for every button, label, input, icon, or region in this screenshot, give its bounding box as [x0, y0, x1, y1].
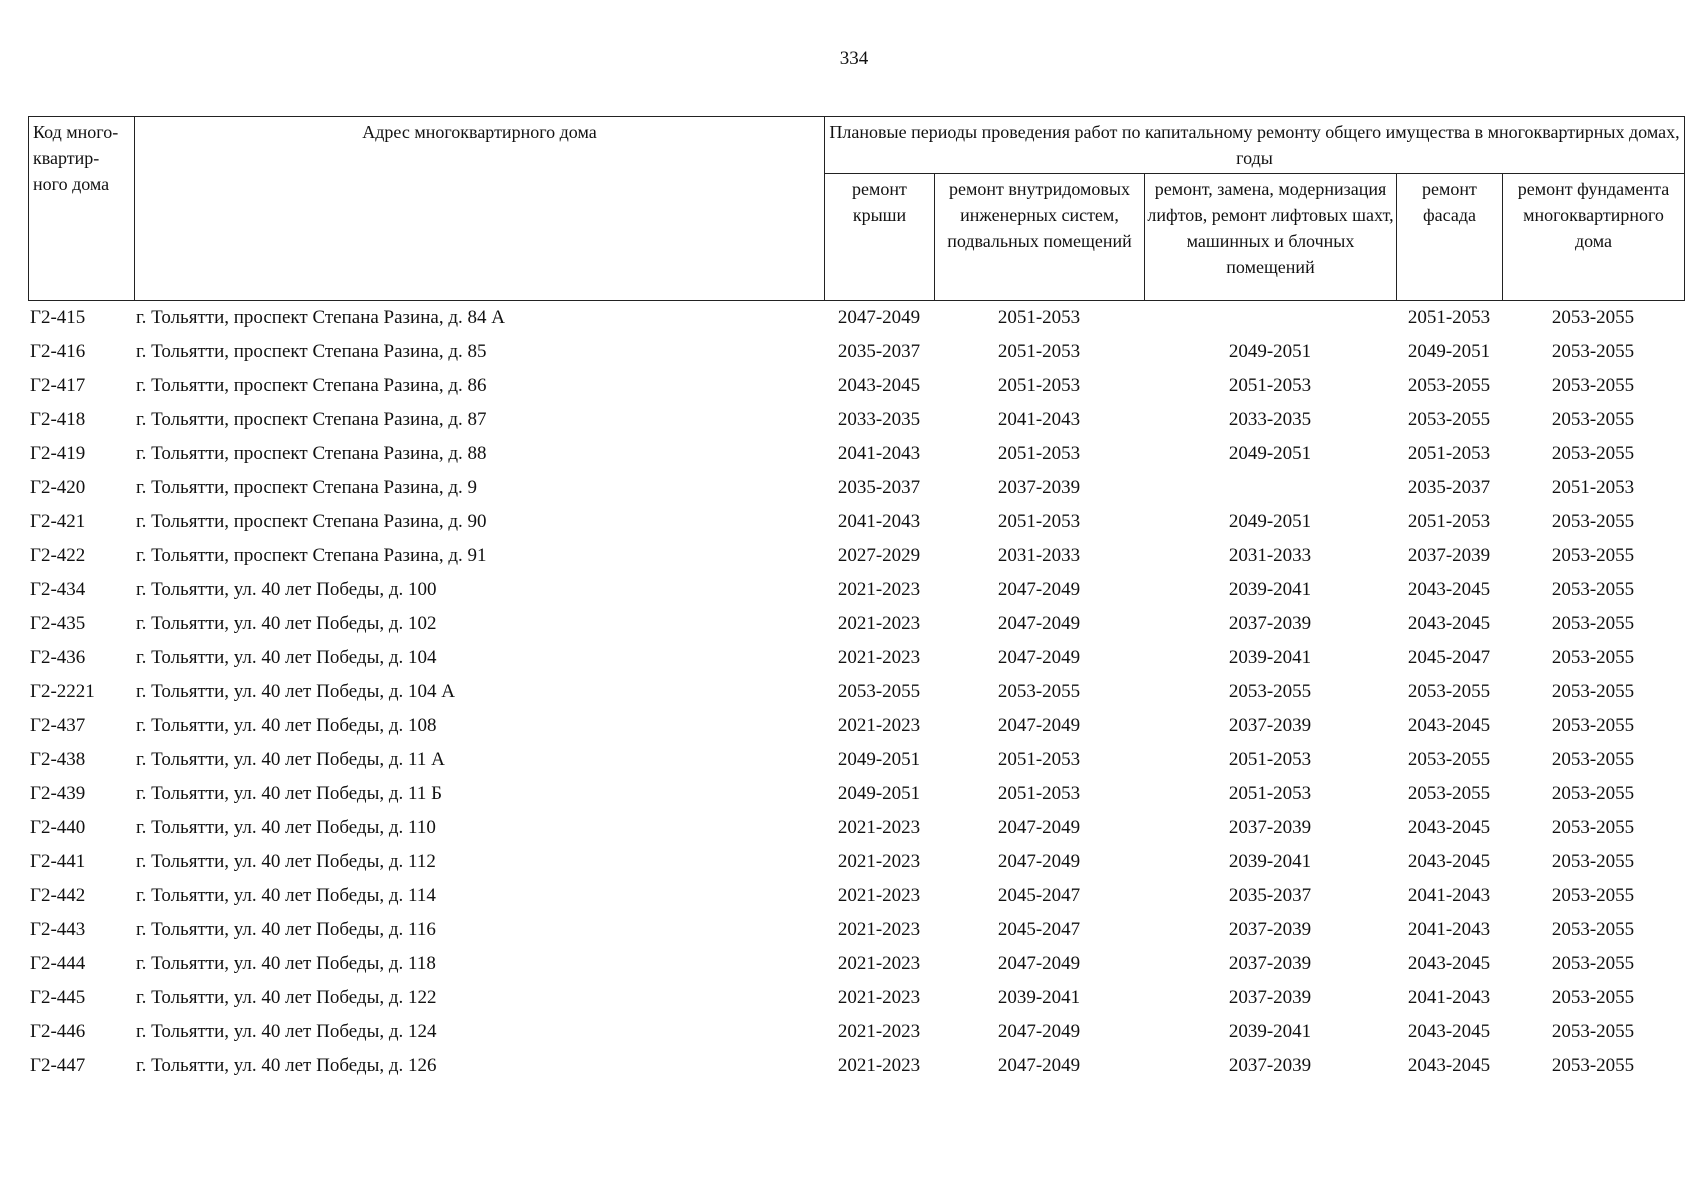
- cell-code: Г2-445: [30, 987, 86, 1008]
- table-row: [28, 709, 1684, 743]
- cell-roof: 2041-2043: [837, 443, 921, 464]
- cell-facade: 2043-2045: [1407, 851, 1491, 872]
- header-facade: ремонт фасада: [1397, 174, 1503, 301]
- cell-engineering: 2051-2053: [997, 443, 1081, 464]
- cell-engineering: 2051-2053: [997, 375, 1081, 396]
- cell-code: Г2-418: [30, 409, 86, 430]
- table-row: [28, 607, 1684, 641]
- cell-code: Г2-2221: [30, 681, 95, 702]
- table-row: [28, 913, 1684, 947]
- header-roof: ремонт крыши: [825, 174, 935, 301]
- cell-foundation: 2053-2055: [1551, 409, 1635, 430]
- cell-code: Г2-417: [30, 375, 86, 396]
- cell-foundation: 2053-2055: [1551, 681, 1635, 702]
- cell-elevators: [1144, 471, 1396, 505]
- table-row: [28, 675, 1684, 709]
- cell-address: г. Тольятти, ул. 40 лет Победы, д. 11 Б: [136, 783, 442, 804]
- cell-address: г. Тольятти, проспект Степана Разина, д. 86: [136, 375, 487, 396]
- cell-address: г. Тольятти, проспект Степана Разина, д. 91: [136, 545, 487, 566]
- cell-facade: 2045-2047: [1407, 647, 1491, 668]
- cell-code: Г2-437: [30, 715, 86, 736]
- cell-engineering: 2047-2049: [997, 851, 1081, 872]
- cell-engineering: 2051-2053: [997, 307, 1081, 328]
- cell-address: г. Тольятти, ул. 40 лет Победы, д. 108: [136, 715, 437, 736]
- cell-code: Г2-415: [30, 307, 86, 328]
- table-row: [28, 981, 1684, 1015]
- cell-foundation: 2051-2053: [1551, 477, 1635, 498]
- cell-address: г. Тольятти, ул. 40 лет Победы, д. 126: [136, 1055, 437, 1076]
- table-row: [28, 641, 1684, 675]
- cell-foundation: 2053-2055: [1551, 307, 1635, 328]
- cell-code: Г2-446: [30, 1021, 86, 1042]
- table-row: [28, 1049, 1684, 1083]
- cell-engineering: 2047-2049: [997, 613, 1081, 634]
- cell-elevators: 2053-2055: [1228, 681, 1312, 702]
- cell-facade: 2043-2045: [1407, 1021, 1491, 1042]
- cell-foundation: 2053-2055: [1551, 749, 1635, 770]
- cell-code: Г2-444: [30, 953, 86, 974]
- cell-code: Г2-419: [30, 443, 86, 464]
- cell-elevators: 2037-2039: [1228, 613, 1312, 634]
- cell-roof: 2053-2055: [837, 681, 921, 702]
- cell-address: г. Тольятти, ул. 40 лет Победы, д. 104: [136, 647, 437, 668]
- cell-address: г. Тольятти, проспект Степана Разина, д. 85: [136, 341, 487, 362]
- table-row: [28, 403, 1684, 437]
- cell-elevators: [1144, 301, 1396, 335]
- cell-facade: 2051-2053: [1407, 307, 1491, 328]
- cell-facade: 2043-2045: [1407, 715, 1491, 736]
- cell-engineering: 2045-2047: [997, 885, 1081, 906]
- cell-engineering: 2041-2043: [997, 409, 1081, 430]
- cell-foundation: 2053-2055: [1551, 953, 1635, 974]
- table-row: [28, 743, 1684, 777]
- cell-code: Г2-420: [30, 477, 86, 498]
- table-row: [28, 811, 1684, 845]
- cell-engineering: 2051-2053: [997, 749, 1081, 770]
- cell-facade: 2053-2055: [1407, 375, 1491, 396]
- cell-elevators: 2037-2039: [1228, 987, 1312, 1008]
- cell-address: г. Тольятти, проспект Степана Разина, д. 9: [136, 477, 477, 498]
- cell-foundation: 2053-2055: [1551, 817, 1635, 838]
- cell-code: Г2-439: [30, 783, 86, 804]
- table-row: [28, 777, 1684, 811]
- table-row: [28, 573, 1684, 607]
- cell-engineering: 2051-2053: [997, 783, 1081, 804]
- cell-roof: 2033-2035: [837, 409, 921, 430]
- cell-address: г. Тольятти, проспект Степана Разина, д. 84 А: [136, 307, 505, 328]
- cell-foundation: 2053-2055: [1551, 715, 1635, 736]
- cell-code: Г2-416: [30, 341, 86, 362]
- cell-roof: 2021-2023: [837, 885, 921, 906]
- cell-roof: 2021-2023: [837, 851, 921, 872]
- cell-roof: 2021-2023: [837, 613, 921, 634]
- cell-foundation: 2053-2055: [1551, 443, 1635, 464]
- cell-address: г. Тольятти, ул. 40 лет Победы, д. 124: [136, 1021, 437, 1042]
- cell-foundation: 2053-2055: [1551, 885, 1635, 906]
- cell-engineering: 2031-2033: [997, 545, 1081, 566]
- cell-elevators: 2039-2041: [1228, 647, 1312, 668]
- cell-foundation: 2053-2055: [1551, 919, 1635, 940]
- cell-address: г. Тольятти, ул. 40 лет Победы, д. 100: [136, 579, 437, 600]
- cell-elevators: 2049-2051: [1228, 341, 1312, 362]
- cell-address: г. Тольятти, ул. 40 лет Победы, д. 104 А: [136, 681, 455, 702]
- cell-roof: 2035-2037: [837, 341, 921, 362]
- cell-foundation: 2053-2055: [1551, 579, 1635, 600]
- cell-engineering: 2047-2049: [997, 715, 1081, 736]
- table-row: [28, 845, 1684, 879]
- cell-address: г. Тольятти, ул. 40 лет Победы, д. 110: [136, 817, 436, 838]
- cell-address: г. Тольятти, ул. 40 лет Победы, д. 122: [136, 987, 437, 1008]
- cell-address: г. Тольятти, проспект Степана Разина, д. 87: [136, 409, 487, 430]
- cell-elevators: 2035-2037: [1228, 885, 1312, 906]
- cell-foundation: 2053-2055: [1551, 511, 1635, 532]
- table-row: [28, 947, 1684, 981]
- cell-facade: 2043-2045: [1407, 817, 1491, 838]
- cell-address: г. Тольятти, ул. 40 лет Победы, д. 116: [136, 919, 436, 940]
- cell-address: г. Тольятти, ул. 40 лет Победы, д. 118: [136, 953, 436, 974]
- header-address: Адрес многоквартирного дома: [135, 117, 825, 301]
- cell-elevators: 2037-2039: [1228, 715, 1312, 736]
- header-code: Код много-квартир-ного дома: [29, 117, 135, 301]
- header-periods: Плановые периоды проведения работ по капитальному ремонту общего имущества в многоквартирных домах, годы: [825, 117, 1685, 174]
- cell-address: г. Тольятти, ул. 40 лет Победы, д. 11 А: [136, 749, 445, 770]
- cell-facade: 2053-2055: [1407, 749, 1491, 770]
- cell-code: Г2-443: [30, 919, 86, 940]
- cell-roof: 2035-2037: [837, 477, 921, 498]
- cell-elevators: 2049-2051: [1228, 443, 1312, 464]
- cell-roof: 2047-2049: [837, 307, 921, 328]
- cell-facade: 2043-2045: [1407, 613, 1491, 634]
- cell-foundation: 2053-2055: [1551, 987, 1635, 1008]
- cell-code: Г2-421: [30, 511, 86, 532]
- cell-code: Г2-435: [30, 613, 86, 634]
- cell-elevators: 2037-2039: [1228, 919, 1312, 940]
- cell-foundation: 2053-2055: [1551, 375, 1635, 396]
- table-row: [28, 471, 1684, 505]
- cell-foundation: 2053-2055: [1551, 1021, 1635, 1042]
- table-row: [28, 301, 1684, 335]
- header-elevators: ремонт, замена, модернизация лифтов, ремонт лифтовых шахт, машинных и блочных помещений: [1145, 174, 1397, 301]
- cell-elevators: 2051-2053: [1228, 749, 1312, 770]
- header-engineering: ремонт внутридомовых инженерных систем, подвальных помещений: [935, 174, 1145, 301]
- cell-roof: 2021-2023: [837, 1021, 921, 1042]
- cell-engineering: 2039-2041: [997, 987, 1081, 1008]
- table-body: [28, 301, 1684, 1083]
- cell-facade: 2041-2043: [1407, 987, 1491, 1008]
- cell-roof: 2049-2051: [837, 749, 921, 770]
- cell-facade: 2051-2053: [1407, 511, 1491, 532]
- cell-roof: 2021-2023: [837, 579, 921, 600]
- cell-facade: 2035-2037: [1407, 477, 1491, 498]
- cell-engineering: 2045-2047: [997, 919, 1081, 940]
- cell-code: Г2-422: [30, 545, 86, 566]
- cell-elevators: 2037-2039: [1228, 953, 1312, 974]
- cell-code: Г2-436: [30, 647, 86, 668]
- cell-engineering: 2047-2049: [997, 953, 1081, 974]
- cell-facade: 2041-2043: [1407, 885, 1491, 906]
- cell-address: г. Тольятти, проспект Степана Разина, д. 88: [136, 443, 487, 464]
- cell-code: Г2-441: [30, 851, 86, 872]
- cell-foundation: 2053-2055: [1551, 1055, 1635, 1076]
- cell-code: Г2-447: [30, 1055, 86, 1076]
- cell-elevators: 2039-2041: [1228, 1021, 1312, 1042]
- cell-foundation: 2053-2055: [1551, 341, 1635, 362]
- cell-facade: 2043-2045: [1407, 1055, 1491, 1076]
- cell-facade: 2043-2045: [1407, 579, 1491, 600]
- cell-engineering: 2047-2049: [997, 817, 1081, 838]
- cell-roof: 2021-2023: [837, 1055, 921, 1076]
- cell-engineering: 2051-2053: [997, 341, 1081, 362]
- table-header: [28, 116, 1685, 301]
- cell-code: Г2-434: [30, 579, 86, 600]
- cell-roof: 2021-2023: [837, 715, 921, 736]
- cell-address: г. Тольятти, ул. 40 лет Победы, д. 114: [136, 885, 436, 906]
- table-row: [28, 437, 1684, 471]
- cell-facade: 2051-2053: [1407, 443, 1491, 464]
- cell-roof: 2027-2029: [837, 545, 921, 566]
- table-row: [28, 879, 1684, 913]
- cell-roof: 2021-2023: [837, 953, 921, 974]
- table-row: [28, 1015, 1684, 1049]
- cell-foundation: 2053-2055: [1551, 647, 1635, 668]
- cell-roof: 2021-2023: [837, 817, 921, 838]
- cell-elevators: 2037-2039: [1228, 1055, 1312, 1076]
- cell-roof: 2021-2023: [837, 647, 921, 668]
- cell-facade: 2053-2055: [1407, 409, 1491, 430]
- table-row: [28, 539, 1684, 573]
- cell-roof: 2021-2023: [837, 919, 921, 940]
- cell-address: г. Тольятти, ул. 40 лет Победы, д. 112: [136, 851, 436, 872]
- cell-engineering: 2047-2049: [997, 647, 1081, 668]
- table-row: [28, 369, 1684, 403]
- cell-foundation: 2053-2055: [1551, 545, 1635, 566]
- cell-facade: 2037-2039: [1407, 545, 1491, 566]
- cell-roof: 2021-2023: [837, 987, 921, 1008]
- cell-roof: 2043-2045: [837, 375, 921, 396]
- cell-engineering: 2053-2055: [997, 681, 1081, 702]
- cell-facade: 2049-2051: [1407, 341, 1491, 362]
- cell-engineering: 2051-2053: [997, 511, 1081, 532]
- cell-address: г. Тольятти, проспект Степана Разина, д. 90: [136, 511, 487, 532]
- cell-elevators: 2033-2035: [1228, 409, 1312, 430]
- cell-code: Г2-438: [30, 749, 86, 770]
- cell-foundation: 2053-2055: [1551, 851, 1635, 872]
- cell-roof: 2041-2043: [837, 511, 921, 532]
- header-foundation: ремонт фундамента многоквартирного дома: [1503, 174, 1685, 301]
- cell-elevators: 2051-2053: [1228, 783, 1312, 804]
- cell-elevators: 2039-2041: [1228, 851, 1312, 872]
- cell-address: г. Тольятти, ул. 40 лет Победы, д. 102: [136, 613, 437, 634]
- table-row: [28, 505, 1684, 539]
- cell-facade: 2053-2055: [1407, 681, 1491, 702]
- cell-foundation: 2053-2055: [1551, 783, 1635, 804]
- cell-code: Г2-442: [30, 885, 86, 906]
- capital-repair-table: [28, 116, 1684, 1083]
- table-row: [28, 335, 1684, 369]
- cell-engineering: 2047-2049: [997, 1055, 1081, 1076]
- cell-roof: 2049-2051: [837, 783, 921, 804]
- cell-elevators: 2039-2041: [1228, 579, 1312, 600]
- cell-elevators: 2049-2051: [1228, 511, 1312, 532]
- cell-facade: 2041-2043: [1407, 919, 1491, 940]
- cell-engineering: 2047-2049: [997, 1021, 1081, 1042]
- cell-facade: 2053-2055: [1407, 783, 1491, 804]
- cell-facade: 2043-2045: [1407, 953, 1491, 974]
- cell-foundation: 2053-2055: [1551, 613, 1635, 634]
- page-number: 334: [839, 48, 869, 69]
- cell-engineering: 2047-2049: [997, 579, 1081, 600]
- cell-engineering: 2037-2039: [997, 477, 1081, 498]
- cell-elevators: 2031-2033: [1228, 545, 1312, 566]
- cell-elevators: 2051-2053: [1228, 375, 1312, 396]
- cell-elevators: 2037-2039: [1228, 817, 1312, 838]
- cell-code: Г2-440: [30, 817, 86, 838]
